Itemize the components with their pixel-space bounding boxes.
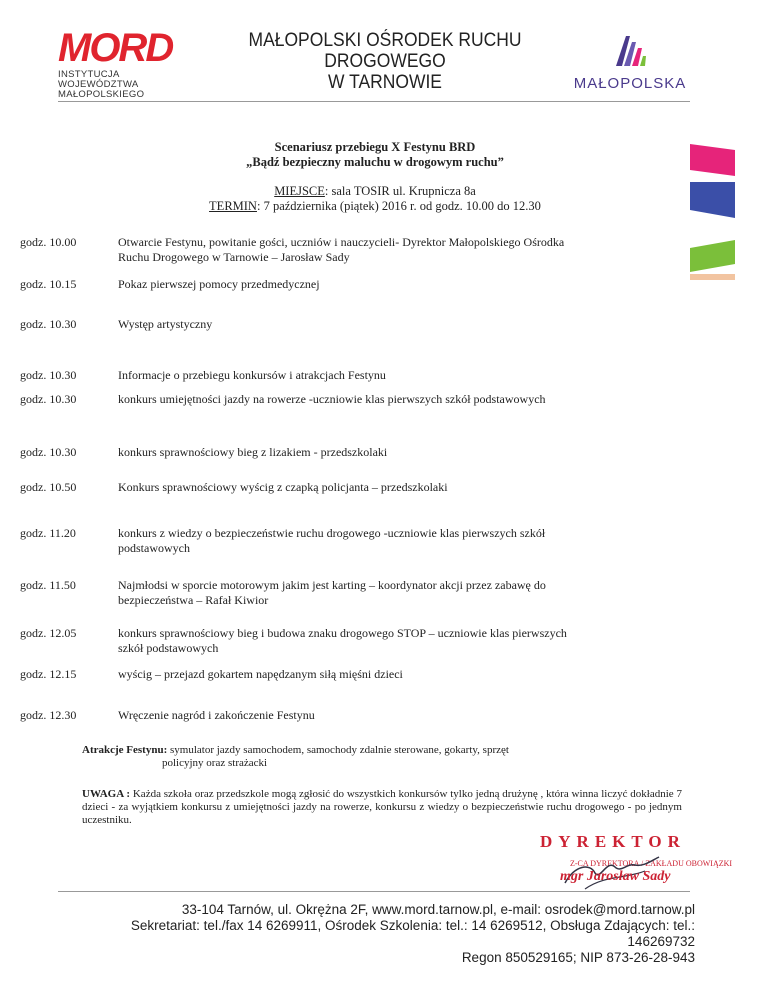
scenario-title: Scenariusz przebiegu X Festynu BRD [274,140,476,154]
attractions-note: Atrakcje Festynu: symulator jazdy samochodem, samochody zdalnie sterowane, gokarty, sprzęt policyjny oraz strażacki [82,744,509,769]
scenario-header [160,140,590,214]
footer-contact [60,902,695,966]
signature-stamp-name: mgr Jarosław Sady [560,869,671,884]
schedule-desc: Wręczenie nagród i zakończenie Festynu [118,708,315,722]
malopolska-logo [560,32,700,92]
schedule-desc: konkurs sprawnościowy bieg i budowa znaku drogowego STOP – uczniowie klas pierwszych szkół podstawowych [118,626,567,655]
footer-divider [58,891,690,892]
header-divider [58,101,690,102]
schedule-desc: Informacje o przebiegu konkursów i atrakcjach Festynu [118,368,386,382]
footer-address: 33-104 Tarnów, ul. Okrężna 2F, www.mord.tarnow.pl, e-mail: osrodek@mord.tarnow.pl [181,902,695,917]
schedule-time: godz. 10.30 [20,445,77,459]
schedule-desc: konkurs umiejętności jazdy na rowerze -uczniowie klas pierwszych szkół podstawowych [118,392,546,406]
schedule-time: godz. 10.50 [20,480,77,494]
signature-stamp-title: DYREKTOR [540,832,686,851]
schedule-time: godz. 10.30 [20,392,77,406]
schedule-desc: Otwarcie Festynu, powitanie gości, uczniów i nauczycieli- Dyrektor Małopolskiego Ośrodka Ruchu Drogowego w Tarnowie – Jarosław Sady [118,235,565,264]
malopolska-emblem-icon [610,32,650,68]
schedule-time: godz. 10.00 [20,235,77,249]
footer-phones: Sekretariat: tel./fax 14 6269911, Ośrodek Szkolenia: tel.: 14 6269512, Obsługa Zdających: tel.: 146269732 [130,918,695,949]
schedule-desc: konkurs sprawnościowy bieg z lizakiem - przedszkolaki [118,445,388,459]
mord-logo [58,28,178,100]
schedule-time: godz. 10.30 [20,317,77,331]
schedule-desc: Najmłodsi w sporcie motorowym jakim jest karting – koordynator akcji przez zabawę do bezpieczeństwa – Rafał Kiwior [118,578,546,607]
footer-registry: Regon 850529165; NIP 873-26-28-943 [461,950,695,965]
event-place: MIEJSCE: sala TOSIR ul. Krupnicza 8a [274,184,476,198]
schedule-desc: Pokaz pierwszej pomocy przedmedycznej [118,277,320,291]
schedule-desc: Występ artystyczny [118,317,213,331]
institution-title: MAŁOPOLSKI OŚRODEK RUCHU DROGOWEGO W TARNOWIE [248,30,522,93]
schedule-time: godz. 11.50 [20,578,76,592]
schedule-desc: Konkurs sprawnościowy wyścig z czapką policjanta – przedszkolaki [118,480,448,494]
decorative-stripes [690,140,735,290]
scenario-subtitle: „Bądź bezpieczny maluchu w drogowym ruchu” [246,155,504,169]
schedule-time: godz. 12.05 [20,626,77,640]
schedule-time: godz. 10.30 [20,368,77,382]
schedule-time: godz. 12.15 [20,667,77,681]
schedule-desc: wyścig – przejazd gokartem napędzanym siłą mięśni dzieci [118,667,403,681]
event-term: TERMIN: 7 października (piątek) 2016 r. od godz. 10.00 do 12.30 [209,199,541,213]
mord-logo-mark: MORD [58,26,173,70]
warning-note: UWAGA : Każda szkoła oraz przedszkole mogą zgłosić do wszystkich konkursów tylko jedną drużynę , która winna liczyć dokładnie 7 dzieci - za wyjątkiem konkursu z umiejętności jazdy na rowerze, konkursu z wiedzy o bezpieczeństwie ruchu drogowego - po jednym uczestniku. [82,788,682,826]
signature-stamp-role: Z-CA DYREKTORA / ZAKŁADU OBOWIĄZKI [570,859,733,868]
malopolska-label: MAŁOPOLSKA [573,75,687,92]
schedule-time: godz. 12.30 [20,708,77,722]
mord-logo-subtitle: INSTYTUCJA WOJEWÓDZTWA MAŁOPOLSKIEGO [58,69,145,100]
schedule-desc: konkurs z wiedzy o bezpieczeństwie ruchu drogowego -uczniowie klas pierwszych szkół podstawowych [118,526,546,555]
schedule-time: godz. 11.20 [20,526,76,540]
schedule-time: godz. 10.15 [20,277,77,291]
